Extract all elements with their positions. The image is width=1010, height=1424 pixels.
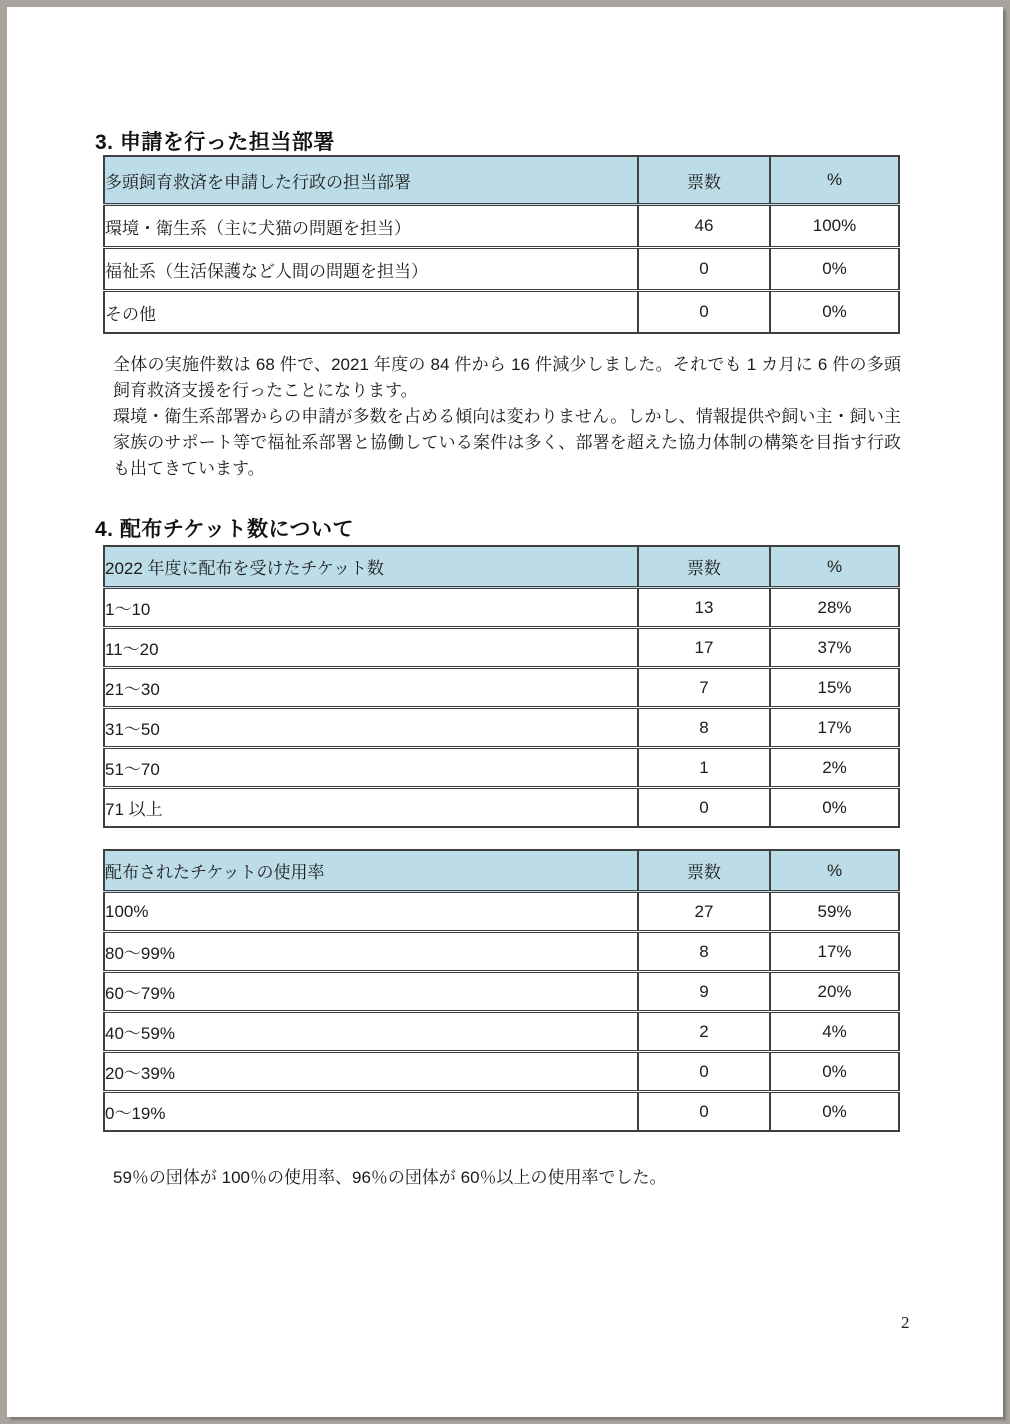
department-table — [103, 155, 900, 334]
page-number: 2 — [901, 1313, 910, 1332]
table-cell: 51～70 — [104, 748, 638, 788]
table-row — [104, 708, 899, 748]
column-header: 票数 — [638, 546, 770, 588]
table-row — [104, 628, 899, 668]
table-cell: 0 — [638, 291, 770, 334]
section-4-note: 59％の団体が 100％の使用率、96％の団体が 60％以上の使用率でした。 — [113, 1168, 667, 1187]
table-row — [104, 1092, 899, 1132]
table-cell: 17% — [770, 708, 899, 748]
table-cell: 20～39% — [104, 1052, 638, 1092]
column-header: 票数 — [638, 156, 770, 205]
table-cell: 0% — [770, 1052, 899, 1092]
table-cell: 2% — [770, 748, 899, 788]
table-row — [104, 1012, 899, 1052]
table-row — [104, 1052, 899, 1092]
table-row — [104, 788, 899, 828]
table-row — [104, 748, 899, 788]
table-cell: 11～20 — [104, 628, 638, 668]
table-cell: 0 — [638, 1052, 770, 1092]
paragraph-line-2: 環境・衛生系部署からの申請が多数を占める傾向は変わりません。しかし、情報提供や飼い主・飼い主家族のサポート等で福祉系部署と協働している案件は多く、部署を超えた協力体制の構築を目指す行政も出てきています。 — [113, 407, 901, 478]
table-cell: 8 — [638, 708, 770, 748]
table-cell: 37% — [770, 628, 899, 668]
table-cell: 4% — [770, 1012, 899, 1052]
table-cell: 71 以上 — [104, 788, 638, 828]
table-cell: 13 — [638, 588, 770, 628]
table-row — [104, 668, 899, 708]
table-cell: 28% — [770, 588, 899, 628]
table-cell: 9 — [638, 972, 770, 1012]
section-3-heading: 3. 申請を行った担当部署 — [95, 131, 335, 154]
table-cell: 0 — [638, 788, 770, 828]
table-cell: 100% — [770, 205, 899, 248]
column-header: % — [770, 546, 899, 588]
table-cell: 7 — [638, 668, 770, 708]
column-header: 多頭飼育救済を申請した行政の担当部署 — [104, 156, 638, 205]
table-cell: 環境・衛生系（主に犬猫の問題を担当） — [104, 205, 638, 248]
table-row — [104, 205, 899, 248]
section-3-paragraph — [113, 352, 901, 482]
paragraph-line-1: 全体の実施件数は 68 件で、2021 年度の 84 件から 16 件減少しました。それでも 1 カ月に 6 件の多頭飼育救済支援を行ったことになります。 — [113, 355, 901, 400]
table-cell: 0% — [770, 788, 899, 828]
table-cell: 60～79% — [104, 972, 638, 1012]
table-cell: 31～50 — [104, 708, 638, 748]
table-cell: 0～19% — [104, 1092, 638, 1132]
section-4-heading: 4. 配布チケット数について — [95, 518, 355, 541]
table-cell: 20% — [770, 972, 899, 1012]
table-row — [104, 932, 899, 972]
ticket-usage-table — [103, 849, 900, 1132]
table-cell: 46 — [638, 205, 770, 248]
table-cell: 8 — [638, 932, 770, 972]
column-header: % — [770, 156, 899, 205]
table-cell: 0% — [770, 291, 899, 334]
table-cell: 17 — [638, 628, 770, 668]
table-cell: 80～99% — [104, 932, 638, 972]
table-row — [104, 892, 899, 932]
table-cell: 0% — [770, 1092, 899, 1132]
table-cell: 1 — [638, 748, 770, 788]
table-header-row — [104, 850, 899, 892]
table-header-row — [104, 546, 899, 588]
table-cell: 1～10 — [104, 588, 638, 628]
table-cell: 40～59% — [104, 1012, 638, 1052]
table-cell: その他 — [104, 291, 638, 334]
document-page — [7, 7, 1003, 1417]
table-cell: 21～30 — [104, 668, 638, 708]
table-cell: 59% — [770, 892, 899, 932]
table-cell: 100% — [104, 892, 638, 932]
ticket-count-table — [103, 545, 900, 828]
table-cell: 17% — [770, 932, 899, 972]
column-header: 配布されたチケットの使用率 — [104, 850, 638, 892]
table-cell: 15% — [770, 668, 899, 708]
table-cell: 0 — [638, 248, 770, 291]
table-cell: 27 — [638, 892, 770, 932]
column-header: 2022 年度に配布を受けたチケット数 — [104, 546, 638, 588]
table-row — [104, 972, 899, 1012]
table-row — [104, 588, 899, 628]
table-cell: 0% — [770, 248, 899, 291]
table-cell: 福祉系（生活保護など人間の問題を担当） — [104, 248, 638, 291]
column-header: % — [770, 850, 899, 892]
table-row — [104, 248, 899, 291]
table-row — [104, 291, 899, 334]
column-header: 票数 — [638, 850, 770, 892]
table-header-row — [104, 156, 899, 205]
table-cell: 2 — [638, 1012, 770, 1052]
table-cell: 0 — [638, 1092, 770, 1132]
